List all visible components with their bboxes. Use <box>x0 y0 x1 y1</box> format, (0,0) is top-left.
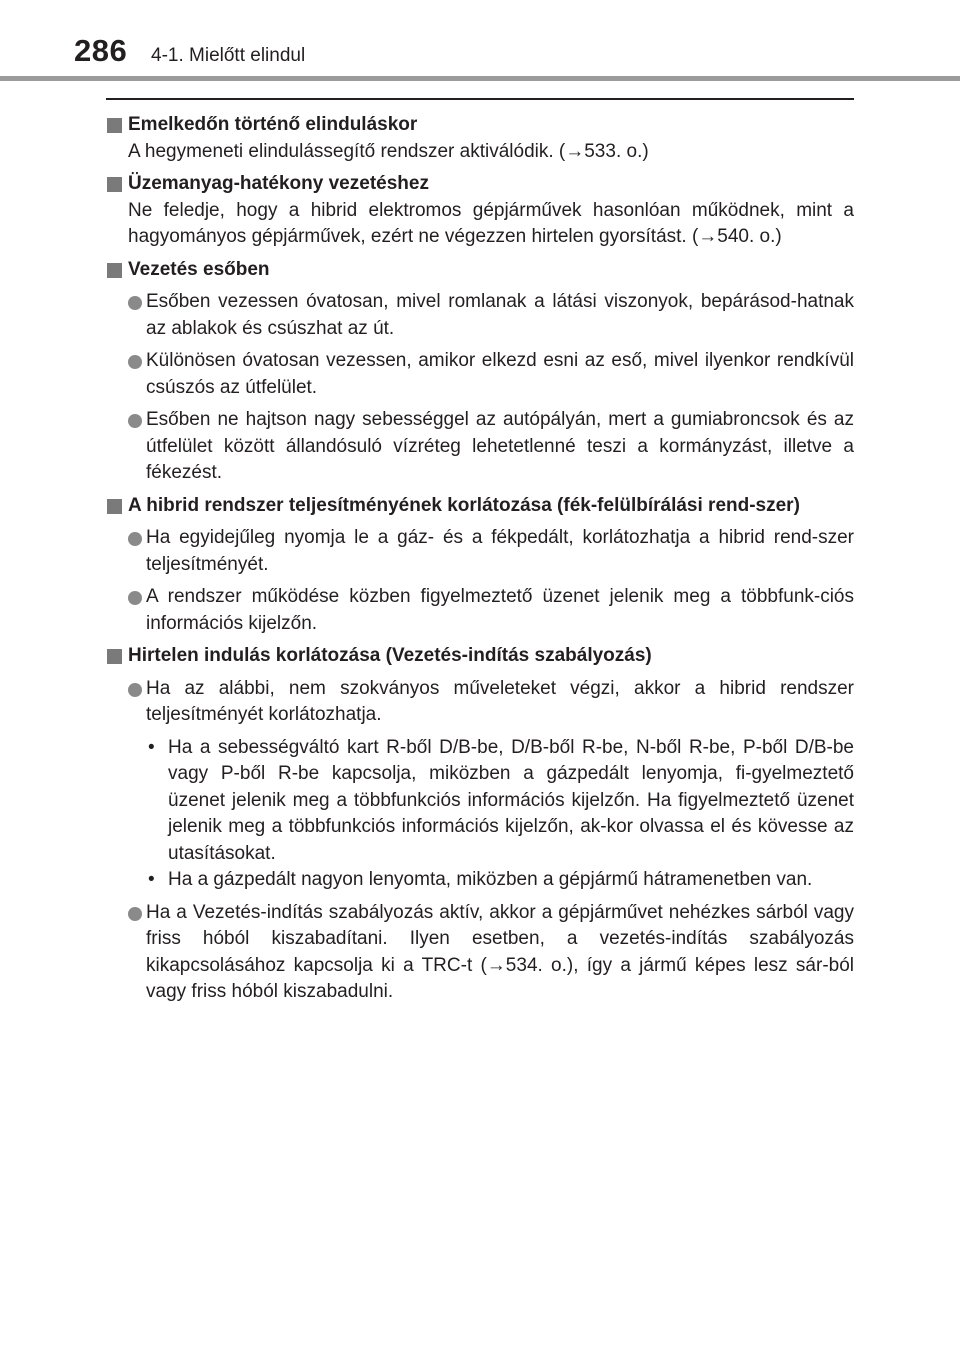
list-item <box>106 407 854 487</box>
list-item-text: Ha egyidejűleg nyomja le a gáz- és a fékpedált, korlátozhatja a hibrid rend-szer teljesítményét. <box>146 527 854 575</box>
circle-bullet-icon <box>128 414 142 428</box>
list-item <box>106 348 854 401</box>
list-item <box>106 900 854 1006</box>
section-heading <box>106 643 854 670</box>
sub-list-item <box>106 735 854 868</box>
section-heading-text: Emelkedőn történő elinduláskor <box>128 114 418 135</box>
page-number: 286 <box>74 33 128 68</box>
list-item-text: Esőben vezessen óvatosan, mivel romlanak a látási viszonyok, bepárásod-hatnak az ablakok és csúszhat az út. <box>146 291 854 339</box>
bullet-glyph: • <box>148 869 155 890</box>
circle-bullet-icon <box>128 355 142 369</box>
chapter-title: 4-1. Mielőtt elindul <box>151 45 306 66</box>
section-paragraph: A hegymeneti elindulássegítő rendszer aktiválódik. (→533. o.) <box>128 140 649 162</box>
sub-list-item-text: Ha a sebességváltó kart R-ből D/B-be, D/B-ből R-be, N-ből R-be, P-ből D/B-be vagy P-ből R-be kapcsolja, miközben a gázpedált lenyomja, fi-gyelmeztető üzenet jelenik meg a többfunkciós információs kijelzőn. Ha figyelmeztető üzenet jelenik meg a többfunkciós információs kijelzőn, ak-kor olvassa el és kövesse az utasításokat. <box>168 736 854 864</box>
list-item <box>106 676 854 729</box>
list-item <box>106 289 854 342</box>
section-heading-text: Hirtelen indulás korlátozása (Vezetés-indítás szabályozás) <box>128 645 652 666</box>
list-item-text: Különösen óvatosan vezessen, amikor elkezd esni az eső, mivel ilyenkor rendkívül csúszós az útfelület. <box>146 350 854 398</box>
header-rule <box>0 76 960 81</box>
section-paragraph: Ne feledje, hogy a hibrid elektromos gépjárművek hasonlóan működnek, mint a hagyományos gépjárművek, ezért ne végezzen hirtelen gyorsítást. (→540. o.) <box>128 199 854 247</box>
list-item-text: Ha az alábbi, nem szokványos műveleteket végzi, akkor a hibrid rendszer teljesítményét korlátozhatja. <box>146 677 854 725</box>
sub-list-item <box>106 867 854 894</box>
section-heading <box>106 493 854 520</box>
section-heading <box>106 112 854 139</box>
list-item <box>106 525 854 578</box>
section-heading-text: Üzemanyag-hatékony vezetéshez <box>128 173 429 194</box>
square-marker-icon <box>107 118 122 133</box>
circle-bullet-icon <box>128 591 142 605</box>
circle-bullet-icon <box>128 296 142 310</box>
circle-bullet-icon <box>128 683 142 697</box>
page-content <box>106 106 854 1006</box>
page-header <box>0 0 960 80</box>
square-marker-icon <box>107 263 122 278</box>
sub-list-item-text: Ha a gázpedált nagyon lenyomta, miközben a gépjármű hátramenetben van. <box>168 869 813 890</box>
section-heading <box>106 171 854 198</box>
list-item-text: Esőben ne hajtson nagy sebességgel az autópályán, mert a gumiabroncsok és az útfelület között állandósuló vízréteg lehetetlenné teszi a kormányzást, illetve a fékezést. <box>146 409 854 483</box>
square-marker-icon <box>107 649 122 664</box>
bullet-glyph: • <box>148 736 155 758</box>
section-heading-text: Vezetés esőben <box>128 258 270 280</box>
section-heading <box>106 257 854 284</box>
square-marker-icon <box>107 177 122 192</box>
list-item-text: A rendszer működése közben figyelmeztető üzenet jelenik meg a többfunk-ciós információs kijelzőn. <box>146 586 854 634</box>
list-item <box>106 584 854 637</box>
section-top-rule <box>106 98 854 100</box>
circle-bullet-icon <box>128 907 142 921</box>
list-item-text: Ha a Vezetés-indítás szabályozás aktív, akkor a gépjárművet nehézkes sárból vagy friss hóból kiszabadítani. Ilyen esetben, a vezetés-indítás szabályozás kikapcsolásához kapcsolja ki a TRC-t (→534. o.), így a jármű képes lesz sár-ból vagy friss hóból kiszabadulni. <box>146 901 854 1002</box>
square-marker-icon <box>107 499 122 514</box>
section-heading-text: A hibrid rendszer teljesítményének korlátozása (fék-felülbírálási rend-szer) <box>128 494 800 516</box>
circle-bullet-icon <box>128 532 142 546</box>
